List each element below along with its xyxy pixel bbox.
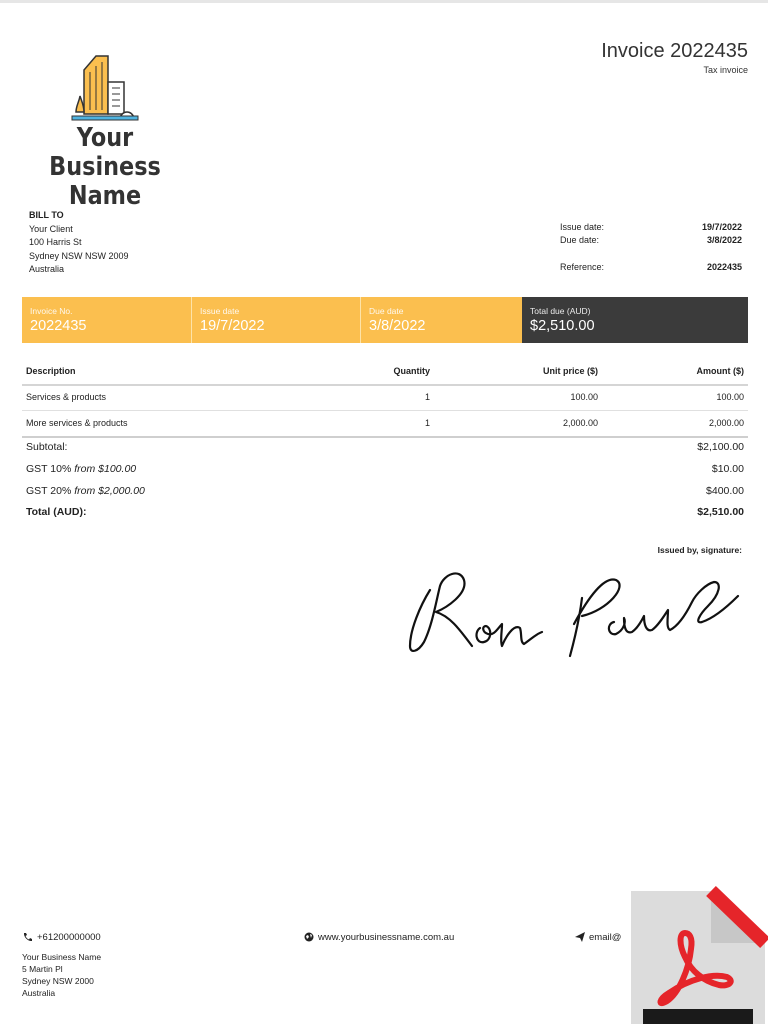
band-label: Invoice No. [30, 306, 73, 316]
band-due-date [361, 297, 522, 343]
table-row [22, 384, 748, 411]
meta-value: 3/8/2022 [706, 235, 742, 245]
gst10-value: $10.00 [711, 463, 744, 475]
table-row [22, 410, 748, 436]
band-value: $2,510.00 [530, 318, 595, 334]
business-name: Your Business Name [49, 123, 161, 211]
band-label: Total due (AUD) [530, 306, 591, 316]
total-value: $2,510.00 [697, 506, 744, 518]
meta-row-reference [560, 262, 742, 275]
footer-email [575, 932, 621, 943]
bill-to-line: Sydney NSW NSW 2009 [29, 250, 129, 261]
band-invoice-no [22, 297, 191, 343]
footer-phone-text: +61200000000 [37, 932, 101, 943]
invoice-title: Invoice 2022435 [601, 40, 748, 62]
table-header [22, 358, 748, 386]
band-label: Due date [369, 306, 404, 316]
meta-value: 19/7/2022 [701, 222, 742, 232]
handwritten-signature [402, 558, 747, 663]
gst20-basis: from $2,000.00 [74, 485, 145, 497]
invoice-subtitle: Tax invoice [703, 65, 748, 75]
col-header-amount: Amount ($) [696, 366, 744, 376]
business-logo [22, 52, 192, 211]
cell-unit-price: 2,000.00 [562, 418, 598, 428]
footer-website [304, 932, 454, 943]
cell-description: Services & products [26, 392, 107, 402]
footer-phone [22, 932, 101, 943]
cell-amount: 100.00 [716, 392, 744, 402]
gst10-basis: from $100.00 [74, 463, 137, 475]
bill-to-line: Australia [29, 264, 65, 274]
meta-label: Due date: [560, 235, 600, 245]
col-header-description: Description [26, 366, 76, 376]
band-value: 19/7/2022 [200, 318, 265, 334]
bill-to-block [29, 209, 129, 277]
col-header-unit-price: Unit price ($) [542, 366, 598, 376]
phone-icon [22, 932, 33, 942]
gst20-value: $400.00 [706, 485, 744, 497]
total-row [22, 506, 744, 524]
building-icon [70, 52, 140, 124]
band-value: 3/8/2022 [369, 318, 426, 334]
band-label: Issue date [200, 306, 240, 316]
gst20-row [22, 485, 744, 503]
address-line: Australia [22, 988, 56, 998]
cell-description: More services & products [26, 418, 128, 428]
bill-to-heading: BILL TO [29, 210, 64, 220]
top-border [0, 0, 768, 3]
footer-email-text[interactable]: email@ [589, 932, 622, 943]
pdf-file-icon[interactable] [623, 885, 768, 1024]
subtotal-row [22, 441, 744, 459]
meta-label: Issue date: [560, 222, 605, 232]
address-line: Sydney NSW 2000 [22, 976, 94, 986]
gst20-label: GST 20% from $2,000.00 [26, 485, 145, 497]
bill-to-line: 100 Harris St [29, 237, 82, 247]
table-end-rule [22, 436, 748, 438]
send-icon [575, 932, 585, 942]
cell-quantity: 1 [424, 418, 430, 428]
band-total-due [522, 297, 748, 343]
summary-band [22, 297, 748, 343]
globe-icon [304, 932, 314, 942]
meta-value: 2022435 [706, 262, 742, 272]
subtotal-label: Subtotal: [26, 441, 68, 453]
cell-unit-price: 100.00 [570, 392, 598, 402]
band-value: 2022435 [30, 318, 87, 334]
meta-row-issue-date [560, 222, 742, 235]
col-header-quantity: Quantity [393, 366, 430, 376]
subtotal-value: $2,100.00 [697, 441, 744, 453]
address-line: 5 Martin Pl [22, 964, 63, 974]
band-issue-date [192, 297, 360, 343]
footer-address [22, 951, 101, 999]
cell-quantity: 1 [424, 392, 430, 402]
footer-website-text[interactable]: www.yourbusinessname.com.au [318, 932, 455, 943]
meta-row-due-date [560, 235, 742, 248]
signature-label: Issued by, signature: [657, 545, 742, 555]
gst10-label: GST 10% from $100.00 [26, 463, 137, 475]
cell-amount: 2,000.00 [708, 418, 744, 428]
total-label: Total (AUD): [26, 506, 87, 518]
meta-label: Reference: [560, 262, 605, 272]
address-line: Your Business Name [22, 952, 102, 962]
gst10-row [22, 463, 744, 481]
bill-to-line: Your Client [29, 223, 73, 234]
